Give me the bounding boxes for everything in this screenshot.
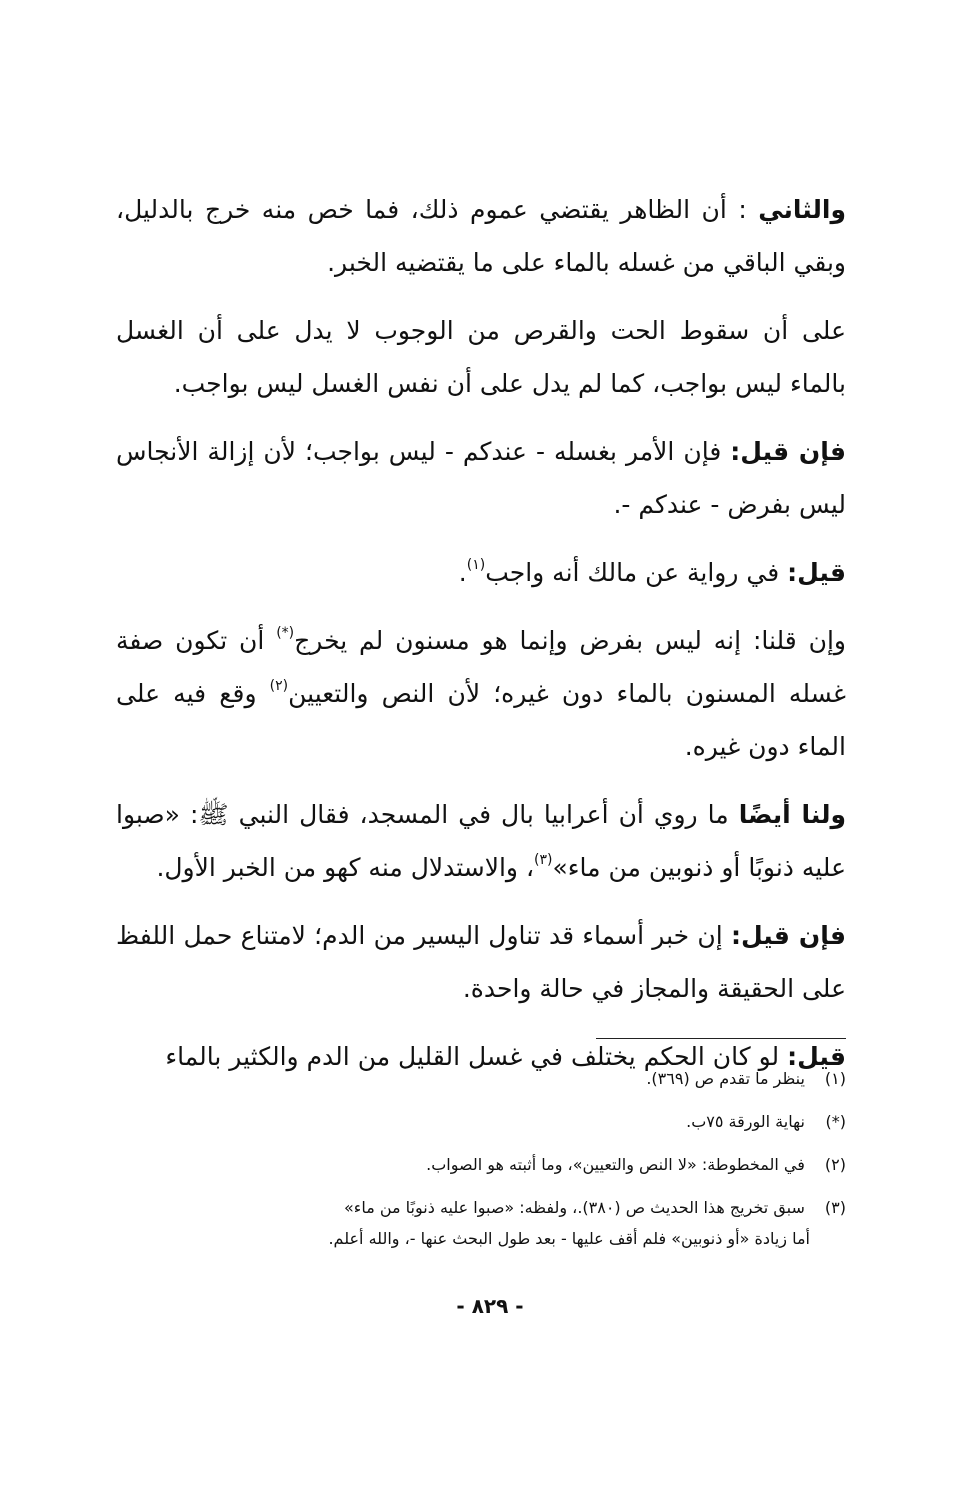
paragraph-5 (116, 614, 846, 773)
paragraph-text: في رواية عن مالك أنه واجب (485, 558, 788, 587)
footnote-3 (116, 1191, 846, 1256)
footnote-marker-3[interactable]: (٣) (534, 852, 553, 868)
paragraph-keyword: قيل: (787, 1042, 846, 1071)
paragraph-3 (116, 425, 846, 531)
paragraph-tail: ، والاستدلال منه كهو من الخبر الأول. (156, 853, 535, 882)
footnote-text: ينظر ما تقدم ص (٣٦٩). (646, 1069, 805, 1088)
paragraph-6 (116, 788, 846, 894)
paragraph-text: ما روي أن أعرابيا بال في المسجد، فقال النبي ﷺ: «صبوا عليه ذنوبًا أو ذنوبين من ماء» (116, 800, 846, 882)
paragraph-text: على أن سقوط الحت والقرص من الوجوب لا يدل على أن الغسل بالماء ليس بواجب، كما لم يدل على أن نفس الغسل ليس بواجب. (116, 316, 846, 398)
page-number: - ٨٢٩ - (456, 1294, 524, 1318)
footnote-number: (*) (825, 1112, 846, 1131)
paragraph-1 (116, 183, 846, 289)
footnote-separator (596, 1038, 846, 1039)
paragraph-keyword: والثاني (758, 195, 846, 224)
paragraph-text: فإن الأمر بغسله - عندكم - ليس بواجب؛ لأن إزالة الأنجاس ليس بفرض - عندكم -. (116, 437, 846, 519)
paragraph-text: لو كان الحكم يختلف في غسل القليل من الدم والكثير بالماء (165, 1042, 788, 1071)
footnote-text: نهاية الورقة ٧٥ب. (686, 1112, 805, 1131)
footnote-2 (116, 1148, 846, 1182)
paragraph-tail: وقع فيه على الماء دون غيره. (116, 679, 846, 761)
main-text (116, 183, 846, 1098)
footnote-continuation: أما زيادة «أو ذنوبين» فلم أقف عليها - بعد طول البحث عنها -، والله أعلم. (328, 1229, 810, 1248)
footnote-number: (٢) (824, 1155, 846, 1174)
footnote-star (116, 1105, 846, 1139)
footnote-text: في المخطوطة: «لا النص والتعيين»، وما أثبته هو الصواب. (426, 1155, 805, 1174)
paragraph-tail: أن تكون صفة غسله المسنون بالماء دون غيره؛ لأن النص والتعيين (116, 626, 846, 708)
paragraph-keyword: فإن قيل: (730, 921, 846, 950)
paragraph-text: : أن الظاهر يقتضي عموم ذلك، فما خص منه خرج بالدليل، وبقي الباقي من غسله بالماء على ما يقتضيه الخبر. (116, 195, 846, 277)
footnote-number: (١) (824, 1069, 846, 1088)
paragraph-2 (116, 304, 846, 410)
footnote-text: سبق تخريج هذا الحديث ص (٣٨٠).، ولفظه: «صبوا عليه ذنوبًا من ماء» (344, 1198, 805, 1217)
paragraph-4 (116, 546, 846, 599)
paragraph-text: إن خبر أسماء قد تناول اليسير من الدم؛ لامتناع حمل اللفظ على الحقيقة والمجاز في حالة واحدة. (116, 921, 846, 1003)
paragraph-7 (116, 909, 846, 1015)
paragraph-keyword: فإن قيل: (730, 437, 846, 466)
paragraph-text: وإن قلنا: إنه ليس بفرض وإنما هو مسنون لم يخرج (294, 626, 846, 655)
footnote-number: (٣) (824, 1198, 846, 1217)
footnotes (116, 1062, 846, 1265)
paragraph-tail: . (458, 558, 467, 587)
footnote-1 (116, 1062, 846, 1096)
paragraph-keyword: ولنا أيضًا (738, 800, 846, 829)
footnote-marker-star[interactable]: (*) (276, 625, 295, 641)
footnote-marker-2[interactable]: (٢) (269, 678, 289, 694)
footnote-marker-1[interactable]: (١) (466, 557, 486, 573)
paragraph-keyword: قيل: (787, 558, 846, 587)
